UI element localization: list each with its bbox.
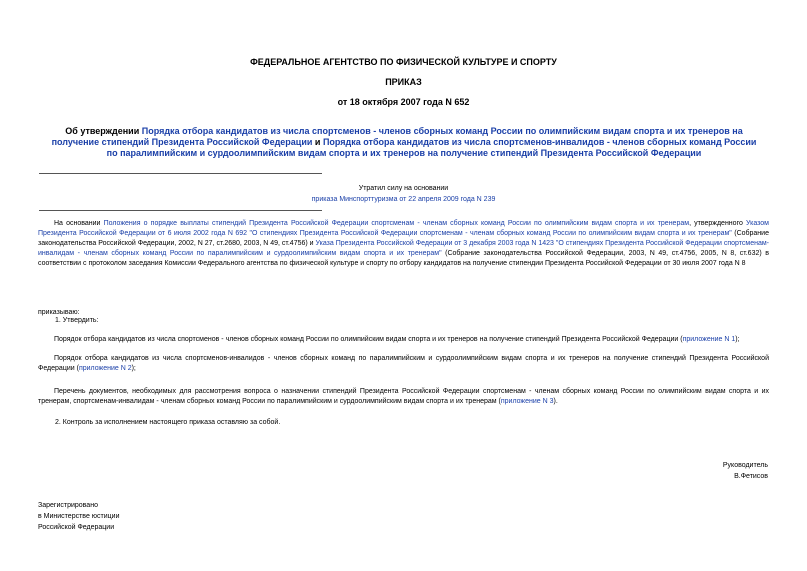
document-title — [48, 126, 760, 159]
title-prefix: Об утверждении — [65, 126, 142, 136]
date-number-heading: от 18 октября 2007 года N 652 — [337, 97, 470, 107]
divider-top — [39, 173, 322, 174]
item-1-text: Порядок отбора кандидатов из числа спортсменов - членов сборных команд России по олимпийским видам спорта и их тренеров на получение стипендий Президента Российской Федерации ( — [54, 336, 683, 343]
appendix-1-link[interactable]: приложение N 1 — [682, 336, 736, 343]
registration-block — [38, 500, 238, 533]
item-1-end: ); — [735, 336, 740, 343]
item-3-text: Перечень документов, необходимых для рассмотрения вопроса о назначении стипендий Президента Российской Федерации спортсменам - членам сборных команд России по олимпийским видам спорта и их тренерам, спортсменам-инвалидам - членам сборных команд России по паралимпийским и сурдоолимпийским видам спорта и их тренерам ( — [38, 388, 769, 405]
item-2-text: Порядок отбора кандидатов из числа спортсменов-инвалидов - членов сборных команд по паралимпийским и сурдоолимпийским видам спорта и их тренеров на получение стипендий Президента Российской Федерации ( — [38, 355, 769, 372]
basis-text-3: (Собрание законодательства Российской Федерации, 2002, N 27, ст.2680, 2003, N 49, ст.4756) и — [38, 230, 769, 247]
basis-link-decree-692[interactable]: Указом Президента Российской Федерации от 6 июля 2002 года N 692 "О стипендиях Президента Российской Федерации спортсменам - членам сборных команд России по олимпийским видам спорта и их тренерам" — [38, 220, 769, 237]
item-1-paragraph — [38, 335, 769, 345]
item-2-end: ); — [131, 365, 136, 372]
basis-paragraph — [38, 219, 769, 269]
title-link-olympic-procedure[interactable]: Порядка отбора кандидатов из числа спортсменов - членов сборных команд России по олимпийским видам спорта и их тренеров на получение стипендий Президента Российской Федерации — [51, 126, 743, 147]
title-link-paralympic-procedure[interactable]: Порядка отбора кандидатов из числа спортсменов-инвалидов - членов сборных команд России по паралимпийским и сурдоолимпийским видам спорта и их тренеров на получение стипендий Президента Российской Федерации — [106, 137, 757, 158]
signature-role: Руководитель — [722, 462, 768, 469]
registration-line-3: Российской Федерации — [38, 524, 115, 531]
item-3-paragraph — [38, 387, 769, 407]
divider-bottom — [39, 210, 322, 211]
agency-heading: ФЕДЕРАЛЬНОЕ АГЕНТСТВО ПО ФИЗИЧЕСКОЙ КУЛЬТУРЕ И СПОРТУ — [250, 57, 557, 67]
registration-line-1: Зарегистрировано — [38, 502, 98, 509]
lost-force-link[interactable]: приказа Минспорттуризма от 22 апреля 2009 года N 239 — [311, 196, 496, 203]
basis-text-4: (Собрание законодательства Российской Федерации, 2003, N 49, ст.4756, 2005, N 8, ст.632) в соответствии с протоколом заседания Комиссии Федерального агентства по физической культуре и спорту по отбору кандидатов на получение стипендии Президента Российской Федерации от 30 июля 2007 года N 8 — [38, 250, 769, 267]
appendix-2-link[interactable]: приложение N 2 — [78, 365, 132, 372]
approve-line: 1. Утвердить: — [55, 317, 99, 324]
title-mid: и — [312, 137, 323, 147]
signature-block — [600, 460, 768, 482]
basis-link-decree-1423[interactable]: Указа Президента Российской Федерации от 3 декабря 2003 года N 1423 "О стипендиях Президента Российской Федерации спортсменам-инвалидам - членам сборных команд России по паралимпийским и сурдоолимпийским видам спорта и их тренерам" — [38, 240, 769, 257]
doc-type-heading: ПРИКАЗ — [385, 77, 422, 87]
registration-line-2: в Министерстве юстиции — [38, 513, 120, 520]
orders-line: приказываю: — [38, 309, 80, 316]
basis-link-regulation[interactable]: Положения о порядке выплаты стипендий Президента Российской Федерации спортсменам - членам сборных команд России по олимпийским видам спорта и их тренерам — [103, 220, 690, 227]
signature-name: В.Фетисов — [734, 473, 768, 480]
item-3-end: ). — [553, 398, 558, 405]
basis-text-2: , утвержденного — [689, 220, 746, 227]
control-paragraph: 2. Контроль за исполнением настоящего приказа оставляю за собой. — [55, 419, 281, 426]
lost-force-notice: Утратил силу на основании — [358, 185, 449, 192]
item-2-paragraph — [38, 354, 769, 374]
appendix-3-link[interactable]: приложение N 3 — [500, 398, 554, 405]
basis-text-1: На основании — [54, 220, 104, 227]
